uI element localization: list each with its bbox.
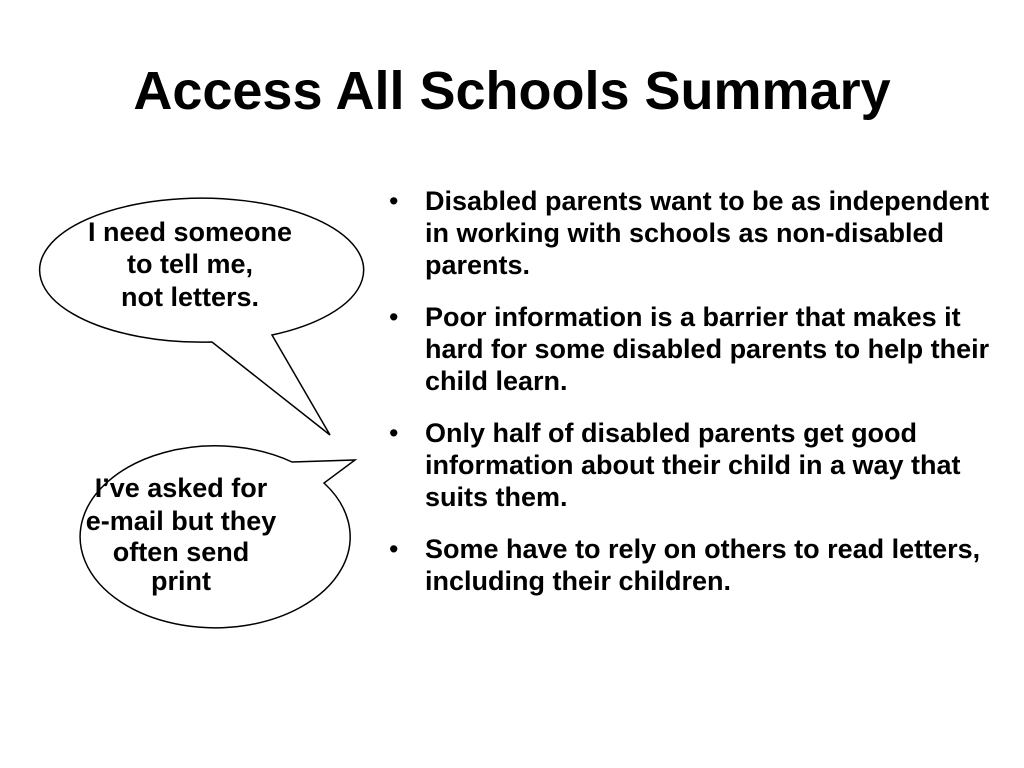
bubble-2-line: e-mail but they — [85, 506, 277, 537]
bullet-text: Only half of disabled parents get good information about their child in a way that suits them. — [425, 418, 961, 512]
bubble-1-line: to tell me, — [126, 249, 254, 280]
speech-bubble-1-text — [40, 216, 340, 313]
bubble-2-line: often send — [112, 537, 250, 568]
bubble-1-line: I need someone — [87, 217, 293, 247]
bullet-text: Poor information is a barrier that makes it hard for some disabled parents to help their child learn. — [425, 302, 990, 396]
bullet-text: Disabled parents want to be as independent in working with schools as non-disabled parents. — [425, 186, 990, 280]
bullet-item — [383, 185, 1003, 281]
bullet-dot-icon: • — [389, 186, 399, 216]
bullet-item — [383, 301, 1003, 397]
bullet-item — [383, 533, 1003, 597]
bullet-dot-icon: • — [389, 534, 399, 564]
bubble-1-line: not letters. — [120, 281, 260, 312]
speech-bubble-2-text — [36, 474, 326, 597]
bullet-dot-icon: • — [389, 418, 399, 448]
bullet-text: Some have to rely on others to read letters, including their children. — [425, 534, 981, 596]
slide-title: Access All Schools Summary — [133, 61, 891, 121]
bubble-2-line: I’ve asked for — [94, 473, 268, 503]
bullet-item — [383, 417, 1003, 513]
bubble-2-line: print — [151, 566, 211, 597]
bullet-dot-icon: • — [389, 302, 399, 332]
bullet-list — [383, 185, 1003, 617]
